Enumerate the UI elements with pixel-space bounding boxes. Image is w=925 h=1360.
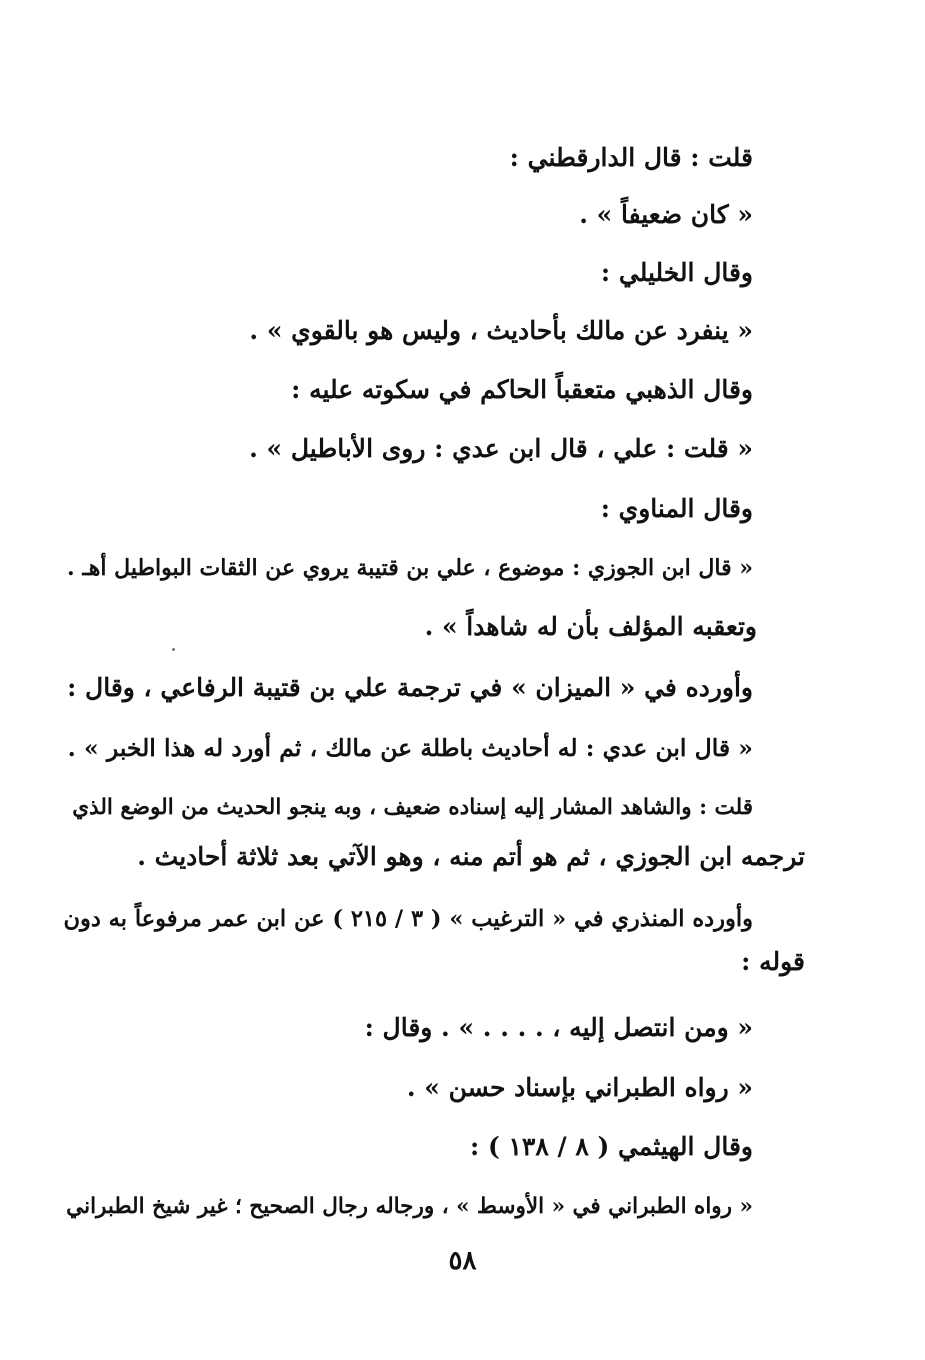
text-line-17: « رواه الطبراني بإسناد حسن » . — [406, 1073, 753, 1102]
text-line-6: « قلت : علي ، قال ابن عدي : روى الأباطيل » . — [249, 434, 753, 463]
text-line-11: « قال ابن عدي : له أحاديث باطلة عن مالك ، ثم أورد له هذا الخبر » . — [67, 734, 753, 762]
text-line-4: « ينفرد عن مالك بأحاديث ، وليس هو بالقوي » . — [249, 316, 753, 345]
text-line-19: « رواه الطبراني في « الأوسط » ، ورجاله رجال الصحيح ؛ غير شيخ الطبراني — [66, 1194, 753, 1219]
text-line-16: « ومن انتصل إليه ، . . . . » . وقال : — [364, 1013, 753, 1042]
text-line-13: ترجمه ابن الجوزي ، ثم هو أتم منه ، وهو الآتي بعد ثلاثة أحاديث . — [137, 842, 805, 871]
text-line-7: وقال المناوي : — [600, 494, 753, 523]
text-line-3: وقال الخليلي : — [600, 258, 753, 287]
text-line-18: وقال الهيثمي ( ٨ / ١٣٨ ) : — [470, 1132, 753, 1161]
text-line-10: وأورده في « الميزان » في ترجمة علي بن قتيبة الرفاعي ، وقال : — [67, 673, 753, 702]
page-number: ٥٨ — [448, 1246, 477, 1276]
print-speck — [172, 648, 175, 651]
text-line-5: وقال الذهبي متعقباً الحاكم في سكوته عليه : — [291, 375, 753, 404]
text-line-2: « كان ضعيفاً » . — [579, 200, 753, 229]
text-line-14: وأورده المنذري في « الترغيب » ( ٣ / ٢١٥ ) عن ابن عمر مرفوعاً به دون — [63, 906, 753, 932]
text-line-15: قوله : — [741, 947, 805, 976]
text-line-8: « قال ابن الجوزي : موضوع ، علي بن قتيبة يروي عن الثقات البواطيل أهـ . — [67, 555, 753, 581]
text-line-9: وتعقبه المؤلف بأن له شاهداً » . — [424, 612, 757, 641]
text-line-12: قلت : والشاهد المشار إليه إسناده ضعيف ، وبه ينجو الحديث من الوضع الذي — [72, 795, 753, 820]
text-line-1: قلت : قال الدارقطني : — [509, 143, 753, 172]
